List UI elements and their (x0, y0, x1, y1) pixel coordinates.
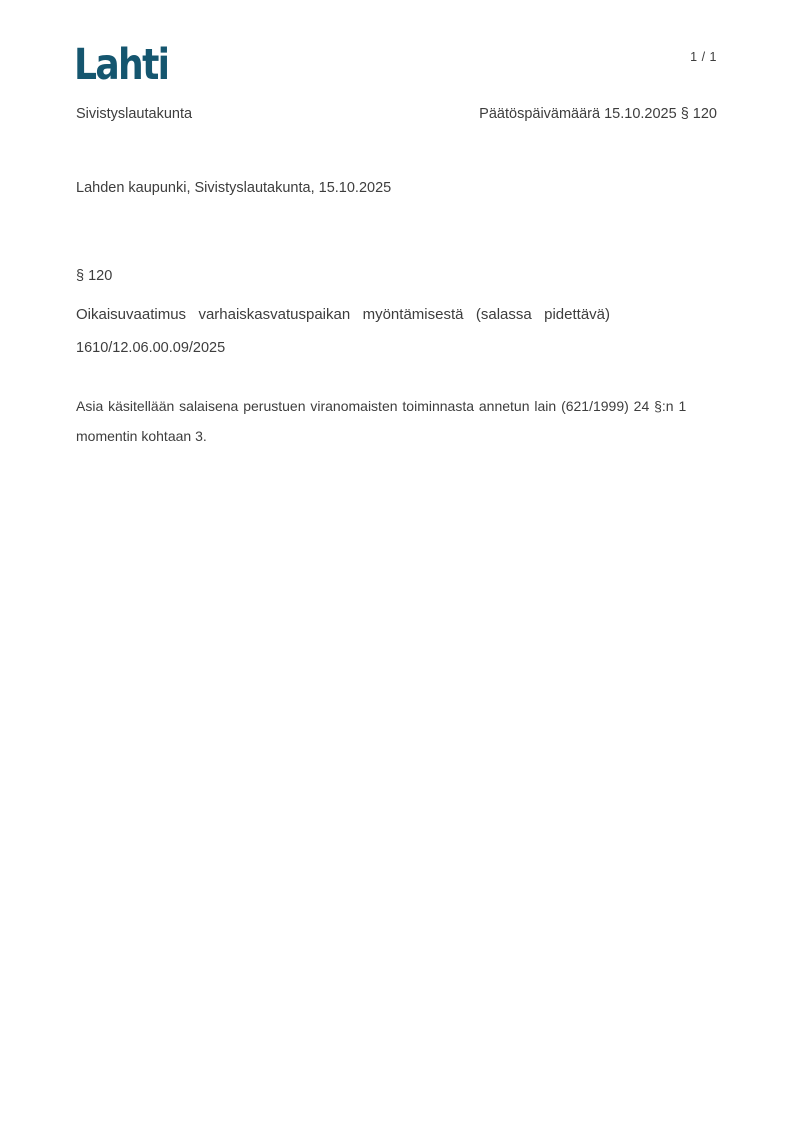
section-number: § 120 (76, 268, 113, 284)
decision-date: Päätöspäivämäärä 15.10.2025 § 120 (479, 106, 717, 122)
page-number: 1 / 1 (690, 50, 717, 64)
committee-name: Sivistyslautakunta (76, 106, 193, 122)
document-title: Oikaisuvaatimus varhaiskasvatuspaikan myöntämisestä (salassa pidettävä) (76, 306, 610, 323)
secrecy-statement-line-1: Asia käsitellään salaisena perustuen viranomaisten toiminnasta annetun lain (621/1999) 24 §:n 1 (76, 398, 687, 414)
secrecy-statement-line-2: momentin kohtaan 3. (76, 428, 207, 444)
meeting-reference: Lahden kaupunki, Sivistyslautakunta, 15.10.2025 (76, 180, 392, 196)
record-number: 1610/12.06.00.09/2025 (76, 340, 226, 356)
lahti-city-logo: Lahti (74, 40, 169, 90)
